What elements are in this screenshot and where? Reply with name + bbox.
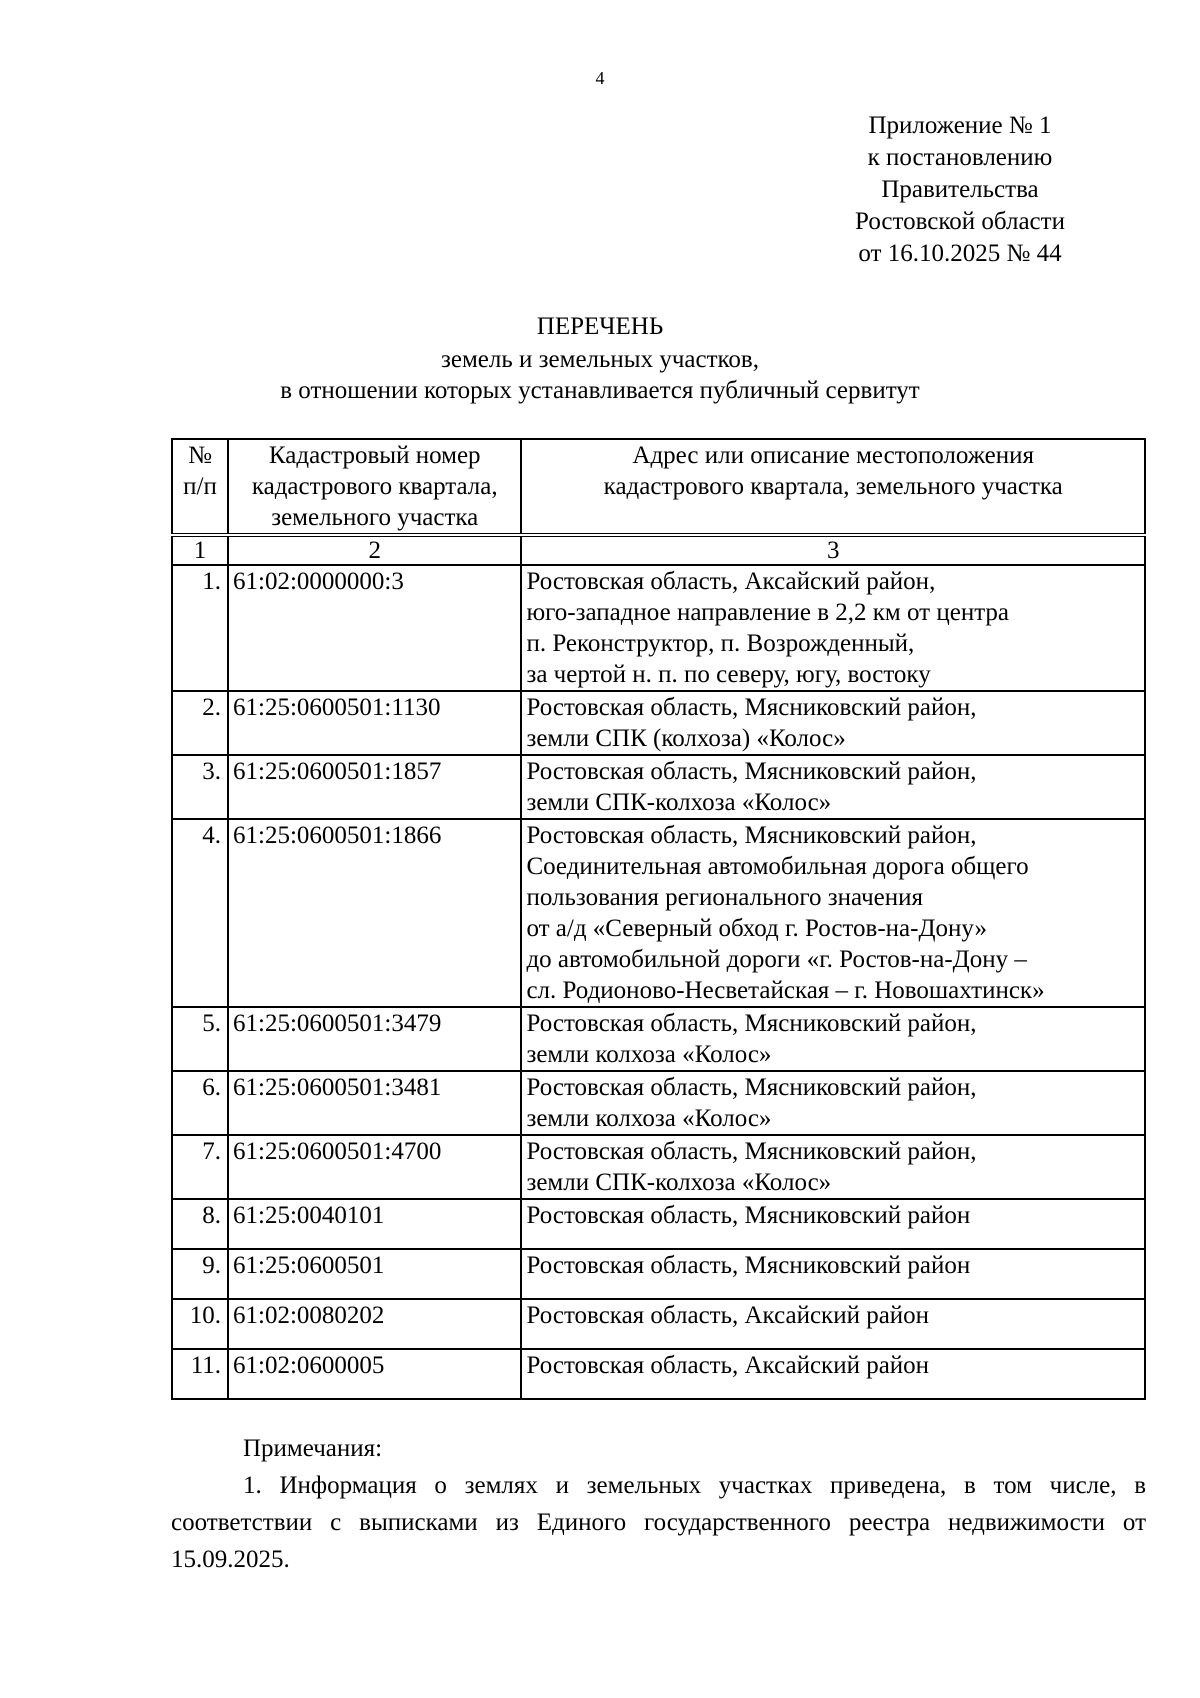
- document-title: [0, 310, 1200, 406]
- table-row: [172, 1249, 1145, 1299]
- address-cell: [521, 1299, 1145, 1349]
- table-row: [172, 1349, 1145, 1399]
- appendix-line: Ростовской области: [855, 208, 1065, 235]
- address-cell: [521, 565, 1145, 691]
- row-number: 10.: [172, 1299, 228, 1349]
- table-header-row: [172, 439, 1145, 535]
- address-line: Соединительная автомобильная дорога общего: [526, 853, 1029, 880]
- page-number: 4: [595, 68, 605, 88]
- address-line: земли колхоза «Колос»: [526, 1105, 772, 1132]
- table-row: [172, 565, 1145, 691]
- address-line: земли СПК (колхоза) «Колос»: [526, 725, 846, 752]
- row-number: 7.: [172, 1135, 228, 1199]
- address-line: Ростовская область, Мясниковский район,: [526, 758, 977, 785]
- row-number: 6.: [172, 1071, 228, 1135]
- address-line: Ростовская область, Аксайский район,: [526, 568, 936, 595]
- header-number: [172, 439, 228, 535]
- address-line: от а/д «Северный обход г. Ростов-на-Дону»: [526, 915, 988, 942]
- header-line: Кадастровый номер: [268, 442, 481, 469]
- address-line: земли СПК-колхоза «Колос»: [526, 789, 832, 816]
- address-line: Ростовская область, Мясниковский район,: [526, 822, 977, 849]
- table-row: [172, 755, 1145, 819]
- appendix-line: к постановлению: [867, 144, 1053, 171]
- column-number: 3: [521, 535, 1145, 565]
- table-row: [172, 1007, 1145, 1071]
- address-line: юго-западное направление в 2,2 км от центра: [526, 599, 1010, 626]
- row-number: 8.: [172, 1199, 228, 1249]
- address-line: до автомобильной дороги «г. Ростов-на-Дону –: [526, 946, 1027, 973]
- cadastral-number: 61:25:0600501:1857: [228, 755, 521, 819]
- row-number: 5.: [172, 1007, 228, 1071]
- address-line: Ростовская область, Мясниковский район,: [526, 1138, 977, 1165]
- table-row: [172, 1199, 1145, 1249]
- title-main: ПЕРЕЧЕНЬ: [536, 313, 664, 340]
- address-line: сл. Родионово-Несветайская – г. Новошахтинск»: [526, 977, 1045, 1004]
- table-row: [172, 819, 1145, 1007]
- notes-section: [171, 1430, 1146, 1578]
- cadastral-number: 61:25:0600501:1130: [228, 691, 521, 755]
- address-cell: [521, 1199, 1145, 1249]
- header-line: кадастрового квартала, земельного участка: [603, 473, 1063, 500]
- notes-heading: Примечания:: [243, 1435, 383, 1462]
- row-number: 9.: [172, 1249, 228, 1299]
- column-numbers-row: [172, 535, 1145, 565]
- address-line: Ростовская область, Аксайский район: [526, 1352, 930, 1379]
- header-address: [521, 439, 1145, 535]
- column-number: 2: [228, 535, 521, 565]
- header-line: п/п: [183, 473, 217, 500]
- cadastral-number: 61:25:0600501:4700: [228, 1135, 521, 1199]
- column-number: 1: [172, 535, 228, 565]
- row-number: 3.: [172, 755, 228, 819]
- header-line: №: [188, 442, 212, 469]
- cadastral-number: 61:25:0600501:1866: [228, 819, 521, 1007]
- address-line: Ростовская область, Аксайский район: [526, 1302, 930, 1329]
- appendix-line: от 16.10.2025 № 44: [858, 240, 1062, 267]
- cadastral-number: 61:25:0040101: [228, 1199, 521, 1249]
- cadastral-number: 61:25:0600501: [228, 1249, 521, 1299]
- title-subtitle: в отношении которых устанавливается публичный сервитут: [280, 377, 920, 404]
- address-cell: [521, 1071, 1145, 1135]
- land-plots-table: [171, 438, 1146, 1400]
- header-line: кадастрового квартала,: [251, 473, 498, 500]
- address-cell: [521, 819, 1145, 1007]
- address-cell: [521, 1249, 1145, 1299]
- address-line: Ростовская область, Мясниковский район,: [526, 694, 977, 721]
- address-cell: [521, 1007, 1145, 1071]
- address-line: земли колхоза «Колос»: [526, 1041, 772, 1068]
- address-cell: [521, 1349, 1145, 1399]
- table-row: [172, 1135, 1145, 1199]
- cadastral-number: 61:25:0600501:3481: [228, 1071, 521, 1135]
- address-line: пользования регионального значения: [526, 884, 924, 911]
- address-line: за чертой н. п. по северу, югу, востоку: [526, 661, 931, 688]
- table-row: [172, 1299, 1145, 1349]
- header-line: земельного участка: [271, 504, 479, 531]
- row-number: 2.: [172, 691, 228, 755]
- cadastral-number: 61:02:0080202: [228, 1299, 521, 1349]
- address-line: п. Реконструктор, п. Возрожденный,: [526, 630, 915, 657]
- address-line: земли СПК-колхоза «Колос»: [526, 1169, 832, 1196]
- address-line: Ростовская область, Мясниковский район: [526, 1252, 971, 1279]
- title-subtitle: земель и земельных участков,: [441, 346, 759, 373]
- table-row: [172, 691, 1145, 755]
- cadastral-number: 61:02:0000000:3: [228, 565, 521, 691]
- cadastral-number: 61:02:0600005: [228, 1349, 521, 1399]
- header-line: Адрес или описание местоположения: [632, 442, 1035, 469]
- appendix-line: Приложение № 1: [868, 112, 1052, 139]
- address-cell: [521, 691, 1145, 755]
- header-cadastral: [228, 439, 521, 535]
- address-line: Ростовская область, Мясниковский район,: [526, 1074, 977, 1101]
- row-number: 11.: [172, 1349, 228, 1399]
- address-cell: [521, 1135, 1145, 1199]
- appendix-line: Правительства: [881, 176, 1039, 203]
- row-number: 4.: [172, 819, 228, 1007]
- address-line: Ростовская область, Мясниковский район: [526, 1202, 971, 1229]
- cadastral-number: 61:25:0600501:3479: [228, 1007, 521, 1071]
- note-item: 1. Информация о землях и земельных участках приведена, в том числе, в соответствии с выписками из Единого государственного реестра недвижимости от 15.09.2025.: [171, 1472, 1146, 1573]
- appendix-block: [800, 110, 1120, 270]
- row-number: 1.: [172, 565, 228, 691]
- table-row: [172, 1071, 1145, 1135]
- address-cell: [521, 755, 1145, 819]
- address-line: Ростовская область, Мясниковский район,: [526, 1010, 977, 1037]
